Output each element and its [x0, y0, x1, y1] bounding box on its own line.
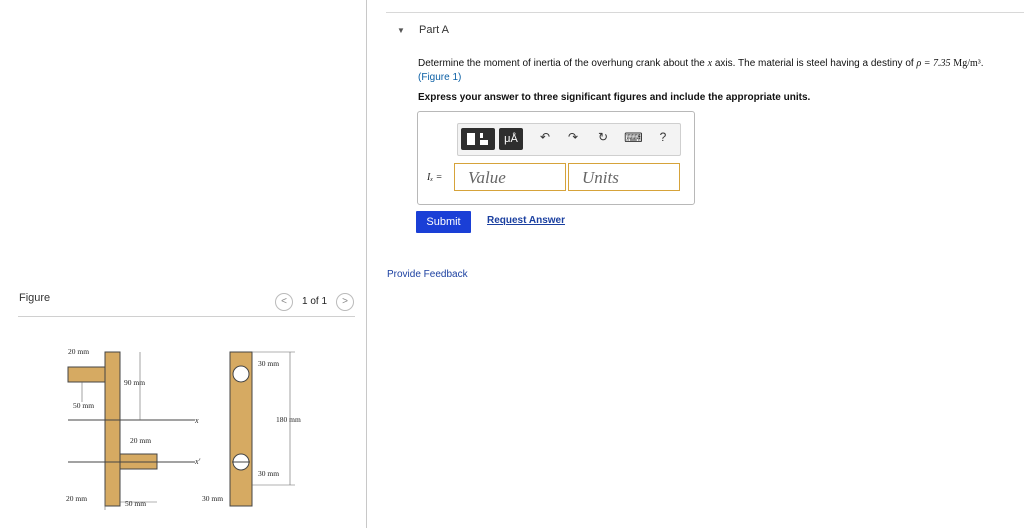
- undo-icon[interactable]: ↶: [539, 130, 551, 144]
- pane-divider: [366, 0, 367, 528]
- crank-figure: [0, 330, 366, 528]
- submit-button[interactable]: Submit: [416, 211, 471, 233]
- prev-figure-button[interactable]: <: [275, 293, 293, 311]
- next-figure-button[interactable]: >: [336, 293, 354, 311]
- help-icon[interactable]: ?: [659, 130, 667, 144]
- dim-20-mid: 20 mm: [130, 436, 152, 445]
- value-input[interactable]: Value: [454, 163, 566, 191]
- axis-x-label: x: [195, 416, 199, 425]
- request-answer-link[interactable]: Request Answer: [487, 215, 565, 226]
- top-rule: [386, 12, 1024, 13]
- figure-pager: 1 of 1: [302, 296, 328, 307]
- answer-label: Iₓ =: [427, 172, 443, 183]
- equation-toolbar: [457, 123, 681, 156]
- part-title: Part A: [419, 24, 449, 36]
- dim-20-bottom: 20 mm: [66, 494, 88, 503]
- provide-feedback-link[interactable]: Provide Feedback: [387, 269, 468, 280]
- instructions: Express your answer to three significant figures and include the appropriate units.: [418, 92, 811, 103]
- figure-link[interactable]: (Figure 1): [418, 72, 462, 83]
- dim-90: 90 mm: [124, 378, 146, 387]
- dim-180: 180 mm: [276, 415, 301, 424]
- top-pin: [68, 367, 105, 382]
- top-hole: [233, 366, 249, 382]
- redo-icon[interactable]: ↷: [567, 130, 579, 144]
- figure-rule: [18, 316, 355, 317]
- templates-glyph: [461, 128, 495, 150]
- collapse-caret-icon[interactable]: ▼: [397, 26, 405, 35]
- dim-20-top: 20 mm: [68, 347, 90, 356]
- dim-50-left: 50 mm: [73, 401, 95, 410]
- reset-icon[interactable]: ↻: [597, 130, 609, 144]
- question-text: Determine the moment of inertia of the overhung crank about the x axis. The material is steel having a destiny of ρ = 7.35 Mg/m³.: [418, 58, 984, 69]
- dim-30-top: 30 mm: [258, 359, 280, 368]
- crank-arm-side: [105, 352, 120, 506]
- axis-x-prime-label: x′: [195, 457, 201, 466]
- units-mu-a-button[interactable]: μÅ: [499, 128, 523, 150]
- keyboard-icon[interactable]: ⌨: [624, 130, 643, 145]
- dim-30-bottom: 30 mm: [202, 494, 224, 503]
- figure-label: Figure: [19, 292, 51, 304]
- dim-30-right: 30 mm: [258, 469, 280, 478]
- templates-icon[interactable]: [461, 128, 495, 150]
- dim-50-bottom: 50 mm: [125, 499, 147, 508]
- units-input[interactable]: Units: [568, 163, 680, 191]
